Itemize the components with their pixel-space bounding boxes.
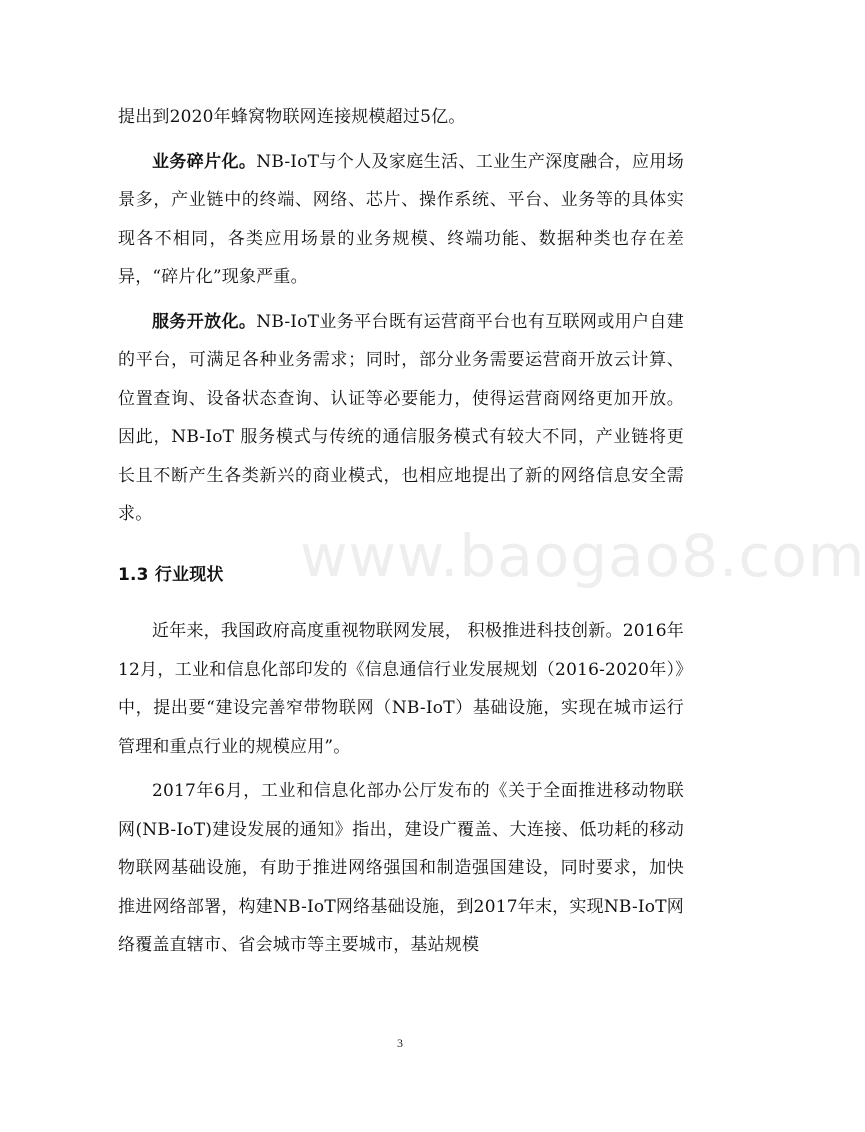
paragraph-openness (118, 303, 684, 534)
body-text (118, 98, 684, 965)
paragraph-text-openness: NB-IoT业务平台既有运营商平台也有互联网或用户自建的平台，可满足各种业务需求；同时，部分业务需要运营商开放云计算、位置查询、设备状态查询、认证等必要能力，使得运营商网络更加开放。因此，NB-IoT 服务模式与传统的通信服务模式有较大不同，产业链将更长且不断产生各类新兴的商业模式，也相应地提出了新的网络信息安全需求。 (118, 311, 684, 524)
section-heading: 1.3 行业现状 (118, 564, 224, 585)
paragraph-fragmentation (118, 143, 684, 297)
page-number: 3 (397, 1036, 403, 1050)
paragraph-lead-openness: 服务开放化。 (152, 311, 257, 332)
watermark: www.baogao8.com (300, 522, 865, 590)
paragraph-policy-2016: 近年来，我国政府高度重视物联网发展， 积极推进科技创新。2016年12月，工业和信息化部印发的《信息通信行业发展规划（2016-2020年）》中，提出要“建设完善窄带物联网（NB-IoT）基础设施，实现在城市运行管理和重点行业的规模应用”。 (118, 621, 684, 757)
paragraph-intro: 提出到2020年蜂窝物联网连接规模超过5亿。 (118, 107, 466, 127)
paragraph-text-fragmentation: NB-IoT与个人及家庭生活、工业生产深度融合，应用场景多，产业链中的终端、网络、芯片、操作系统、平台、业务等的具体实现各不相同，各类应用场景的业务规模、终端功能、数据种类也存在差异，“碎片化”现象严重。 (118, 151, 684, 287)
paragraph-policy-2017: 2017年6月，工业和信息化部办公厅发布的《关于全面推进移动物联网(NB-IoT)建设发展的通知》指出，建设广覆盖、大连接、低功耗的移动物联网基础设施，有助于推进网络强国和制造强国建设，同时要求，加快推进网络部署，构建NB-IoT网络基础设施，到2017年末，实现NB-IoT网络覆盖直辖市、省会城市等主要城市，基站规模 (118, 781, 684, 955)
paragraph-lead-fragmentation: 业务碎片化。 (152, 151, 257, 172)
